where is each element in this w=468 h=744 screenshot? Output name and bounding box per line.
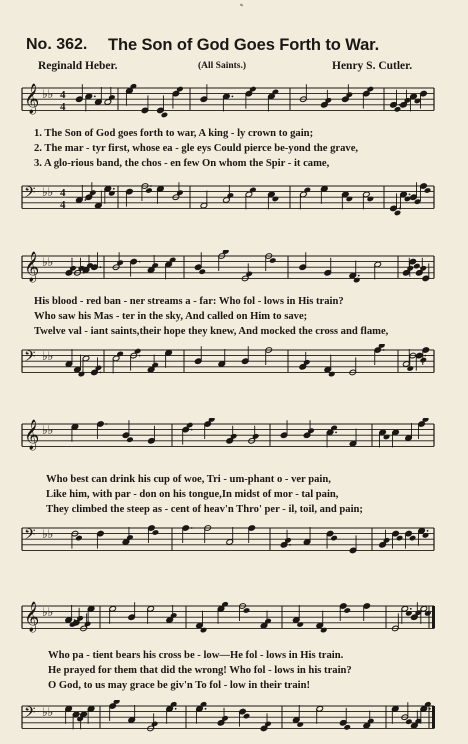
bass-staff-2 <box>0 344 468 390</box>
svg-text:𝄞: 𝄞 <box>24 84 40 114</box>
title-row <box>0 36 468 58</box>
svg-text:4: 4 <box>60 101 66 113</box>
hymn-title: The Son of God Goes Forth to War. <box>108 36 380 54</box>
lyric-line: Like him, with par - don on his tongue,In midst of mor - tal pain, <box>46 489 339 500</box>
lyricist: Reginald Heber. <box>38 60 118 72</box>
lyric-line: O God, to us may grace be giv'n To fol - low in their train! <box>48 680 311 691</box>
svg-text:𝄢: 𝄢 <box>24 526 36 547</box>
credit-row <box>0 60 468 76</box>
lyric-line: His blood - red ban - ner streams a - far: Who fol - lows in His train? <box>34 296 344 307</box>
hymn-number: No. 362. <box>26 36 88 53</box>
svg-text:♭♭: ♭♭ <box>42 255 54 269</box>
tune-name: (All Saints.) <box>198 61 247 71</box>
treble-staff-2 <box>0 250 468 296</box>
svg-text:𝄢: 𝄢 <box>24 348 36 369</box>
svg-text:♭♭: ♭♭ <box>42 185 54 199</box>
paper-speck <box>240 3 244 6</box>
lyric-line: 1. The Son of God goes forth to war, A king - ly crown to gain; <box>34 128 314 139</box>
svg-text:4: 4 <box>60 187 66 199</box>
treble-staff-1 <box>0 82 468 128</box>
lyric-line: 3. A glo-rious band, the chos - en few On whom the Spir - it came, <box>34 158 330 169</box>
svg-text:𝄞: 𝄞 <box>24 420 40 450</box>
svg-text:𝄢: 𝄢 <box>24 184 36 205</box>
lyric-line: Who pa - tient bears his cross be - low—He fol - lows in His train. <box>48 650 344 661</box>
lyric-line: They climbed the steep as - cent of heav'n Thro' per - il, toil, and pain; <box>46 504 363 515</box>
svg-text:𝄞: 𝄞 <box>24 252 40 282</box>
treble-staff-4 <box>0 600 468 646</box>
lyric-line: Who saw his Mas - ter in the sky, And called on Him to save; <box>34 311 308 322</box>
lyric-line: Who best can drink his cup of woe, Tri - um-phant o - ver pain, <box>46 474 331 485</box>
svg-text:♭♭: ♭♭ <box>42 87 54 101</box>
svg-text:♭♭: ♭♭ <box>42 705 54 719</box>
lyric-line: 2. The mar - tyr first, whose ea - gle eys Could pierce be-yond the grave, <box>34 143 359 154</box>
bass-staff-1 <box>0 180 468 226</box>
composer: Henry S. Cutler. <box>332 60 413 72</box>
svg-text:♭♭: ♭♭ <box>42 349 54 363</box>
svg-text:♭♭: ♭♭ <box>42 423 54 437</box>
svg-text:𝄞: 𝄞 <box>24 602 40 632</box>
svg-text:𝄢: 𝄢 <box>24 704 36 725</box>
lyric-line: Twelve val - iant saints,their hope they knew, And mocked the cross and flame, <box>34 326 389 337</box>
svg-text:♭♭: ♭♭ <box>42 527 54 541</box>
svg-text:4: 4 <box>60 199 66 211</box>
svg-text:♭♭: ♭♭ <box>42 605 54 619</box>
lyric-line: He prayed for them that did the wrong! Who fol - lows in his train? <box>48 665 352 676</box>
bass-staff-4 <box>0 700 468 744</box>
treble-staff-3 <box>0 418 468 464</box>
svg-text:4: 4 <box>60 89 66 101</box>
bass-staff-3 <box>0 522 468 568</box>
